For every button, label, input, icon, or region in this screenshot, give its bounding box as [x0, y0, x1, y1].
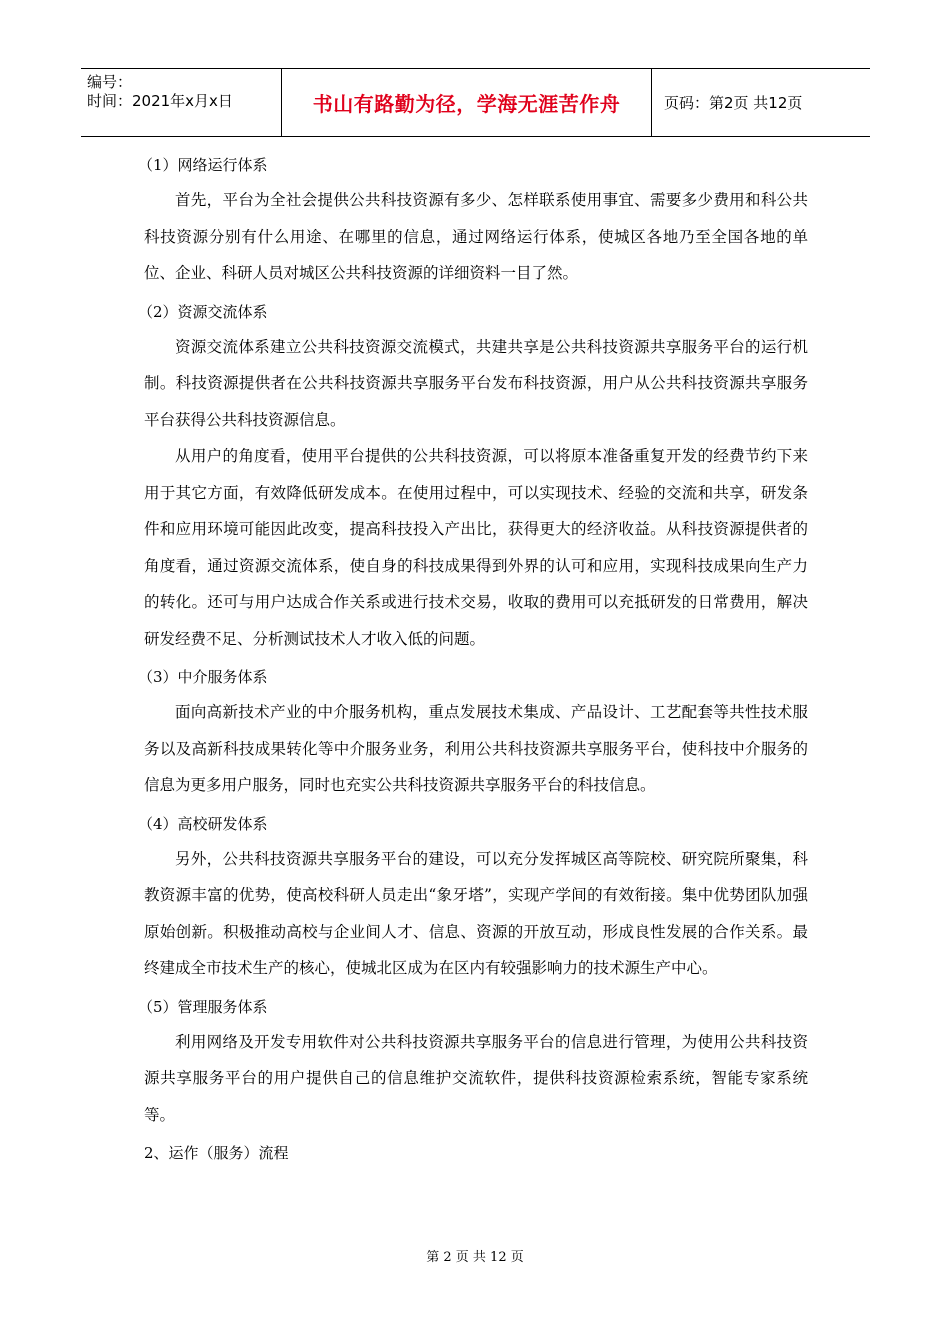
subsection-heading: （4）高校研发体系 — [138, 814, 268, 833]
subsection-heading: （3）中介服务体系 — [138, 668, 268, 686]
body-paragraph: 面向高新技术产业的中介服务机构，重点发展技术集成、产品设计、工艺配套等共性技术服务以及高新科技成果转化等中介服务业务，利用公共科技资源共享服务平台，使科技中介服务的信息为更多用户服务，同时也充实公共科技资源共享服务平台的科技信息。 — [144, 703, 808, 794]
page-footer: 第 2 页 共 12 页 — [426, 1250, 524, 1265]
header-motto-cell — [282, 69, 652, 136]
body-paragraph: 首先，平台为全社会提供公共科技资源有多少、怎样联系使用事宜、需要多少费用和科公共科技资源分别有什么用途、在哪里的信息，通过网络运行体系，使城区各地乃至全国各地的单位、企业、科研人员对城区公共科技资源的详细资料一目了然。 — [144, 191, 808, 282]
document-time-label: 时间：2021年x月x日 — [87, 92, 233, 110]
subsection-heading: （2）资源交流体系 — [138, 302, 268, 321]
body-paragraph: 另外，公共科技资源共享服务平台的建设，可以充分发挥城区高等院校、研究院所聚集，科教资源丰富的优势，使高校科研人员走出“象牙塔”，实现产学间的有效衔接。集中优势团队加强原始创新。积极推动高校与企业间人才、信息、资源的开放互动，形成良性发展的合作关系。最终建成全市技术生产的核心，使城北区成为在区内有较强影响力的技术源生产中心。 — [144, 849, 808, 977]
header-page-code: 页码：第2页 共12页 — [664, 94, 803, 112]
body-paragraph: 资源交流体系建立公共科技资源交流模式，共建共享是公共科技资源共享服务平台的运行机制。科技资源提供者在公共科技资源共享服务平台发布科技资源，用户从公共科技资源共享服务平台获得公共科技资源信息。 — [144, 337, 808, 429]
body-paragraph: 从用户的角度看，使用平台提供的公共科技资源，可以将原本准备重复开发的经费节约下来用于其它方面，有效降低研发成本。在使用过程中，可以实现技术、经验的交流和共享，研发条件和应用环境可能因此改变，提高科技投入产出比，获得更大的经济收益。从科技资源提供者的角度看，通过资源交流体系，使自身的科技成果得到外界的认可和应用，实现科技成果向生产力的转化。还可与用户达成合作关系或进行技术交易，收取的费用可以充抵研发的日常费用，解决研发经费不足、分析测试技术人才收入低的问题。 — [144, 447, 808, 648]
document-body — [138, 152, 808, 1170]
body-paragraph: 利用网络及开发专用软件对公共科技资源共享服务平台的信息进行管理，为使用公共科技资源共享服务平台的用户提供自己的信息维护交流软件，提供科技资源检索系统，智能专家系统等。 — [144, 1032, 808, 1124]
document-number-label: 编号： — [87, 73, 133, 91]
header-meta-cell — [81, 69, 282, 136]
subsection-heading: （1）网络运行体系 — [138, 156, 268, 174]
page-header — [81, 68, 870, 137]
header-motto: 书山有路勤为径，学海无涯苦作舟 — [312, 92, 621, 116]
header-page-cell — [652, 69, 870, 136]
section-heading: 2、运作（服务）流程 — [144, 1144, 289, 1162]
subsection-heading: （5）管理服务体系 — [138, 997, 268, 1016]
